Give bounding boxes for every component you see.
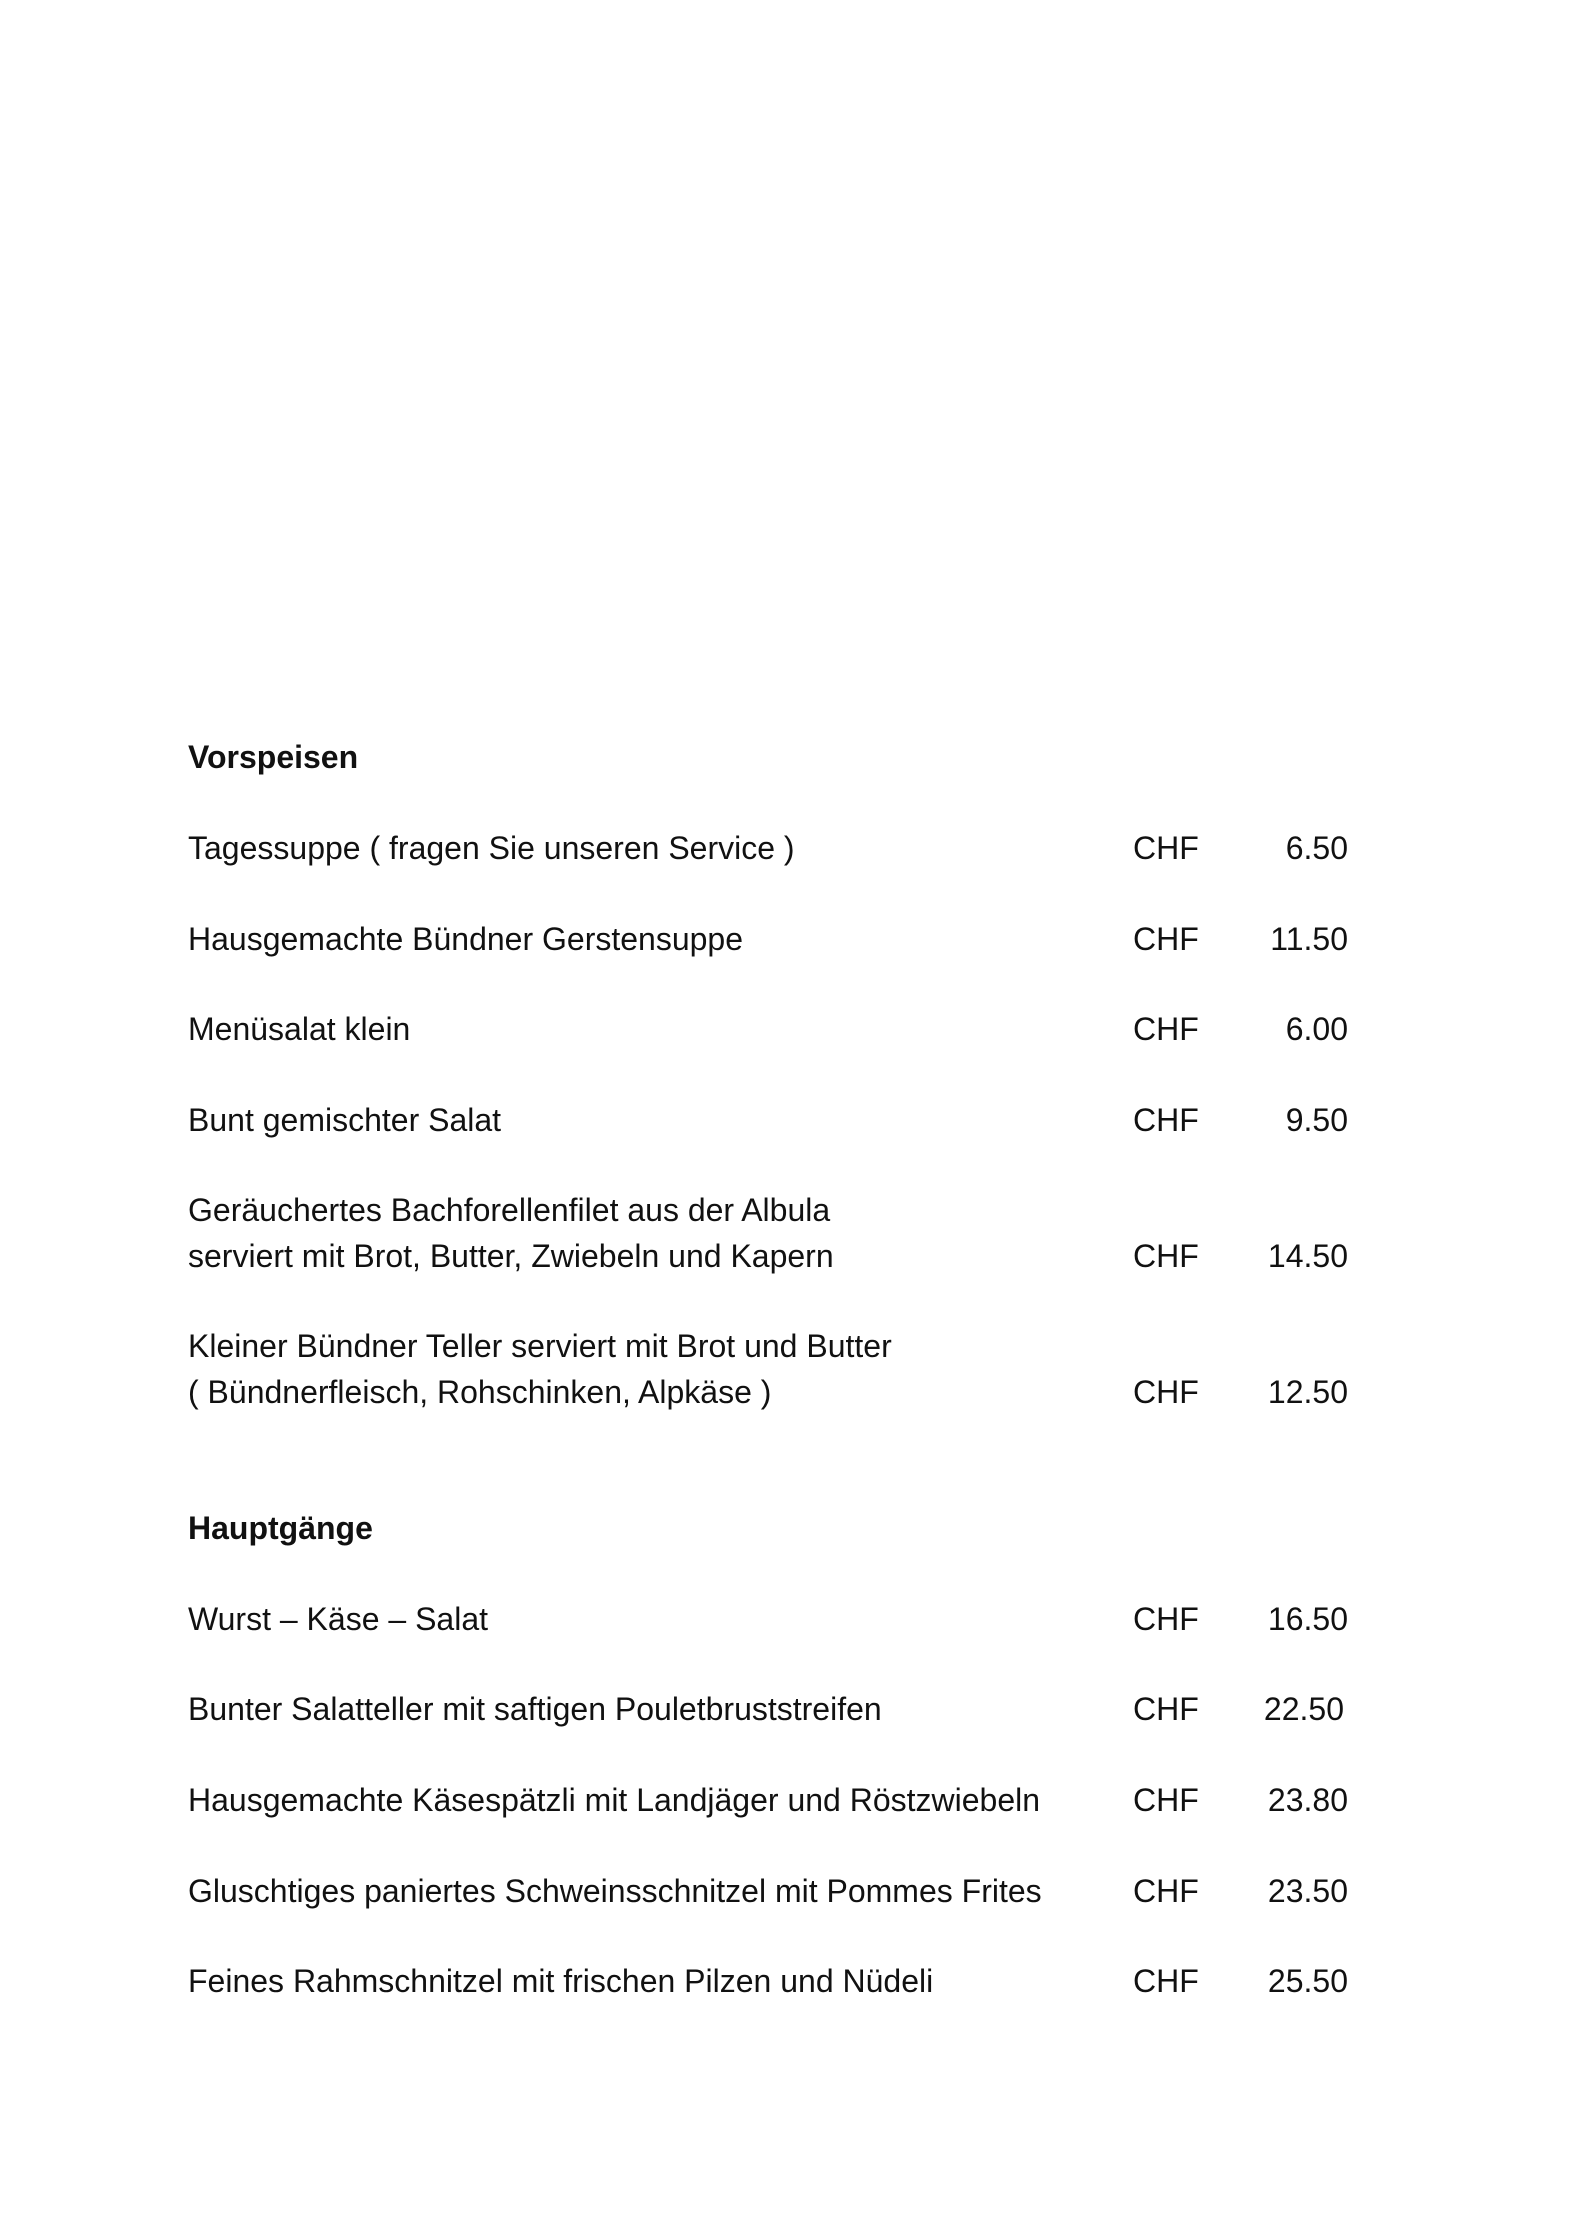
item-currency: CHF — [1133, 1782, 1199, 1818]
menu-item — [188, 1187, 1348, 1279]
menu-item — [188, 1868, 1348, 1914]
menu-item — [188, 1686, 1348, 1732]
menu-item — [188, 1958, 1348, 2004]
item-price: 23.50 — [1267, 1873, 1348, 1909]
item-currency: CHF — [1133, 1102, 1199, 1138]
menu-item — [188, 1323, 1348, 1415]
item-description: Menüsalat klein — [188, 1011, 411, 1047]
item-currency: CHF — [1133, 1601, 1199, 1637]
menu-item — [188, 1596, 1348, 1642]
item-currency: CHF — [1133, 1691, 1199, 1727]
item-price: 9.50 — [1285, 1102, 1348, 1138]
menu-item — [188, 916, 1348, 962]
item-currency: CHF — [1133, 1873, 1199, 1909]
item-currency: CHF — [1133, 921, 1199, 957]
menu-item — [188, 1777, 1348, 1823]
item-price: 22.50 — [1263, 1691, 1344, 1727]
menu-item — [188, 1097, 1348, 1143]
item-description: Geräuchertes Bachforellenfilet aus der Albula — [188, 1192, 831, 1228]
item-description: Hausgemachte Bündner Gerstensuppe — [188, 921, 744, 957]
item-currency: CHF — [1133, 1238, 1199, 1274]
item-currency: CHF — [1133, 1011, 1199, 1047]
item-price: 6.50 — [1285, 830, 1348, 866]
item-description: Kleiner Bündner Teller serviert mit Brot und Butter — [188, 1328, 892, 1364]
item-description: Feines Rahmschnitzel mit frischen Pilzen und Nüdeli — [188, 1963, 934, 1999]
item-description-line-2: ( Bündnerfleisch, Rohschinken, Alpkäse ) — [188, 1374, 772, 1410]
item-description: Bunter Salatteller mit saftigen Pouletbruststreifen — [188, 1691, 882, 1727]
item-description: Wurst – Käse – Salat — [188, 1601, 488, 1637]
section-title-hauptgaenge: Hauptgänge — [188, 1510, 373, 1546]
item-currency: CHF — [1133, 1963, 1199, 1999]
item-currency: CHF — [1133, 1374, 1199, 1410]
item-price: 25.50 — [1267, 1963, 1348, 1999]
section-title-vorspeisen: Vorspeisen — [188, 739, 359, 775]
item-currency: CHF — [1133, 830, 1199, 866]
item-description: Gluschtiges paniertes Schweinsschnitzel mit Pommes Frites — [188, 1873, 1042, 1909]
item-description: Hausgemachte Käsespätzli mit Landjäger und Röstzwiebeln — [188, 1782, 1041, 1818]
menu-item — [188, 825, 1348, 871]
item-price: 23.80 — [1267, 1782, 1348, 1818]
item-price: 14.50 — [1267, 1238, 1348, 1274]
item-price: 11.50 — [1270, 921, 1348, 957]
item-price: 12.50 — [1267, 1374, 1348, 1410]
item-description: Bunt gemischter Salat — [188, 1102, 502, 1138]
item-description: Tagessuppe ( fragen Sie unseren Service ) — [188, 830, 795, 866]
menu-item — [188, 1006, 1348, 1052]
item-description-line-2: serviert mit Brot, Butter, Zwiebeln und Kapern — [188, 1238, 834, 1274]
item-price: 6.00 — [1285, 1011, 1348, 1047]
item-price: 16.50 — [1267, 1601, 1348, 1637]
